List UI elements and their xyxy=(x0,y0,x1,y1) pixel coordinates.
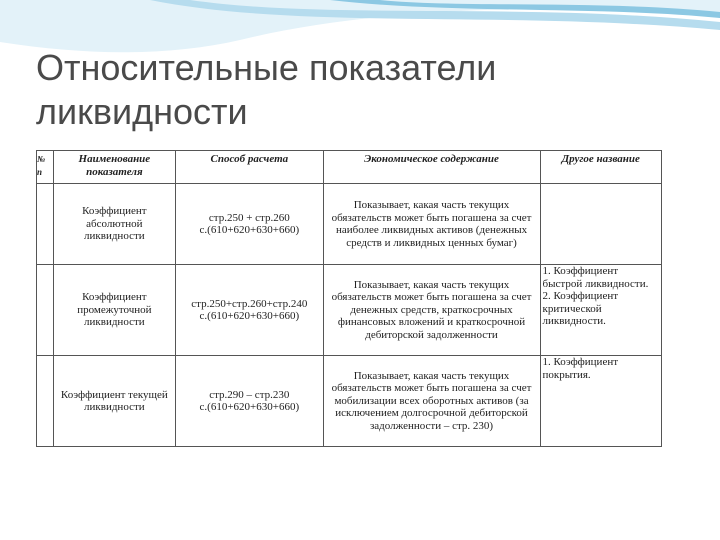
formula-denominator: с.(610+620+630+660) xyxy=(199,224,300,236)
row-num xyxy=(37,265,54,356)
row-other-name xyxy=(540,184,661,265)
table-header-row xyxy=(37,151,662,184)
row-num xyxy=(37,184,54,265)
formula-numerator: стр.290 – стр.230 xyxy=(209,388,290,401)
table-row xyxy=(37,356,662,447)
header-name: Наименование показателя xyxy=(53,151,176,184)
formula-numerator: стр.250 + стр.260 xyxy=(208,211,290,224)
header-content: Экономическое содержание xyxy=(323,151,540,184)
row-formula xyxy=(176,356,323,447)
row-name: Коэффициент текущей ликвидности xyxy=(53,356,176,447)
row-formula xyxy=(176,265,323,356)
row-num xyxy=(37,356,54,447)
row-other-name: 1. Коэффициент быстрой ликвидности. 2. Коэффициент критической ликвидности. xyxy=(540,265,661,356)
table-row xyxy=(37,265,662,356)
formula-denominator: с.(610+620+630+660) xyxy=(199,310,300,322)
header-num: № п xyxy=(37,151,54,184)
row-other-name: 1. Коэффициент покрытия. xyxy=(540,356,661,447)
row-name: Коэффициент промежуточной ликвидности xyxy=(53,265,176,356)
header-method: Способ расчета xyxy=(176,151,323,184)
table-row xyxy=(37,184,662,265)
row-name: Коэффициент абсолютной ликвидности xyxy=(53,184,176,265)
slide-title: Относительные показатели ликвидности xyxy=(36,47,497,132)
formula-denominator: с.(610+620+630+660) xyxy=(199,401,300,413)
liquidity-table-container xyxy=(36,150,662,447)
row-content: Показывает, какая часть текущих обязательств может быть погашена за счет мобилизации всех оборотных активов (за исключением долгосрочной дебиторской задолженности – стр. 230) xyxy=(323,356,540,447)
liquidity-ratios-table xyxy=(36,150,662,447)
header-other: Другое название xyxy=(540,151,661,184)
row-content: Показывает, какая часть текущих обязательств может быть погашена за счет наиболее ликвидных активов (денежных средств и ликвидных ценных бумаг) xyxy=(323,184,540,265)
row-content: Показывает, какая часть текущих обязательств может быть погашена за счет денежных средств, краткосрочных финансовых вложений и краткосрочной дебиторской задолженности xyxy=(323,265,540,356)
formula-numerator: стр.250+стр.260+стр.240 xyxy=(191,297,308,310)
row-formula xyxy=(176,184,323,265)
